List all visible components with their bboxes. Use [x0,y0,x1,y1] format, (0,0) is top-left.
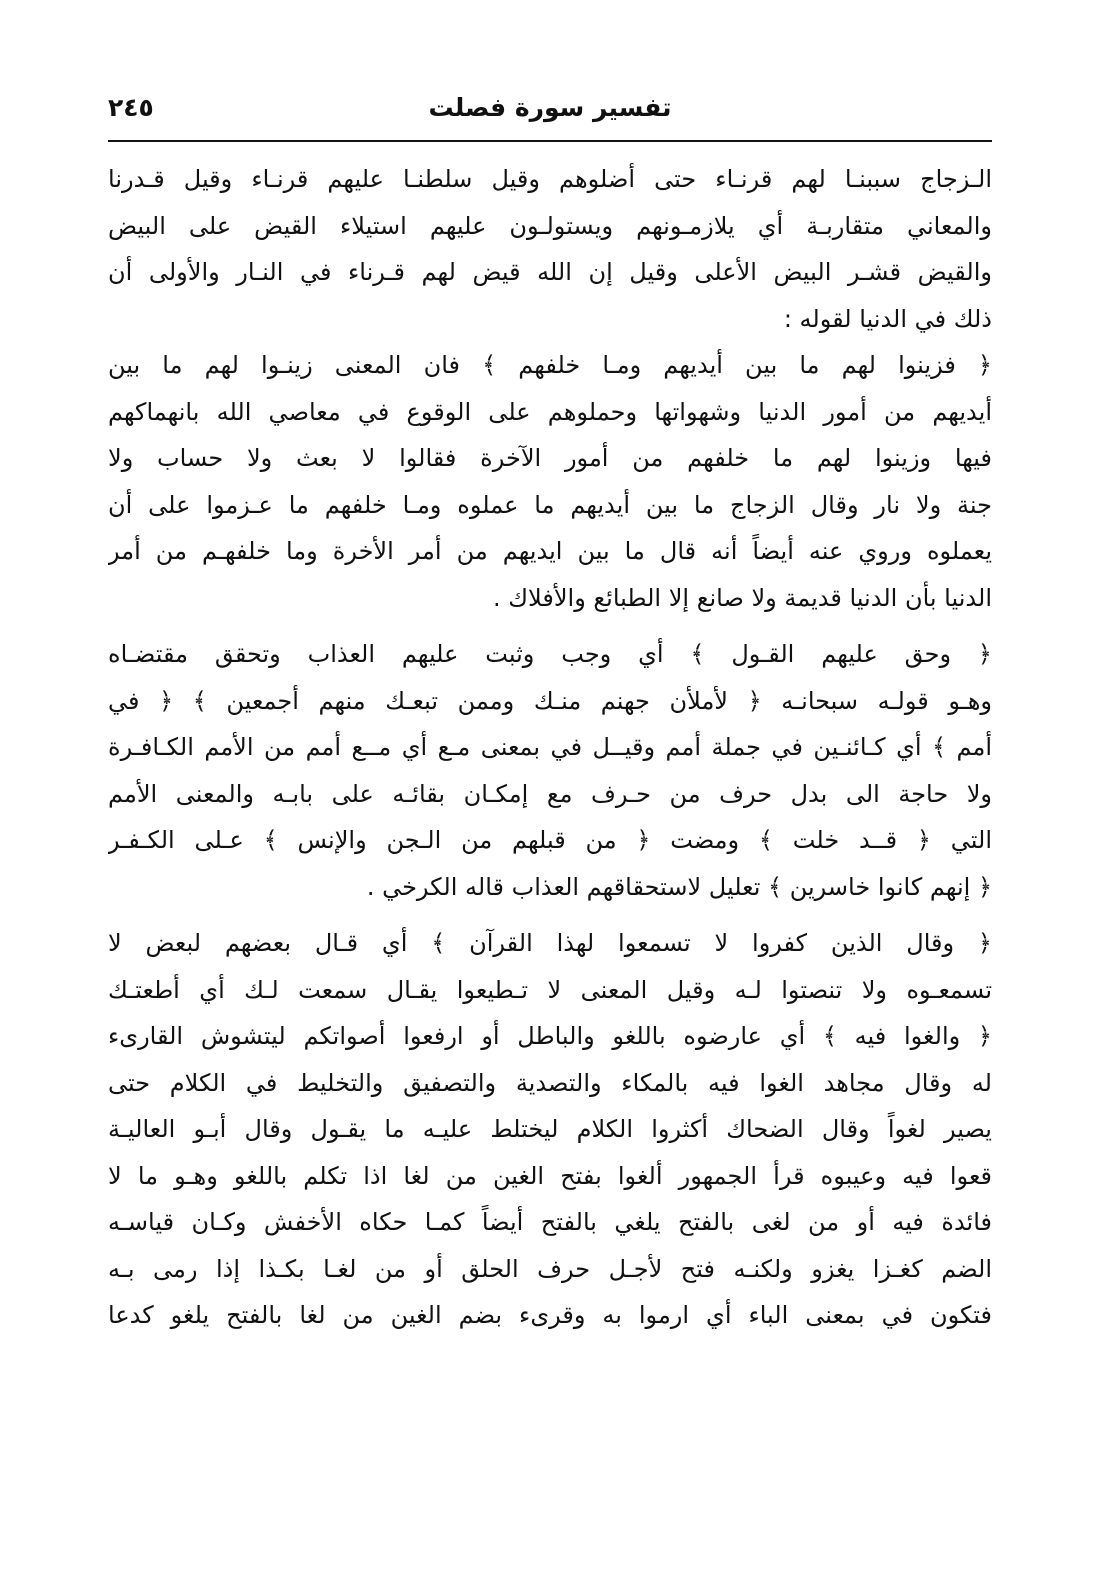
text-line: وهـو قولـه سبحانـه ﴿ لأملأن جهنم منـك وممن تبعـك منهم أجمعين ﴾ ﴿ في [108,686,992,715]
text-line: جنة ولا نار وقال الزجاج ما بين أيديهم ما عملوه ومـا خلفهم ما عـزموا على أن [108,490,992,519]
paragraph [108,156,992,342]
text-line: والمعاني متقاربـة أي يلازمـونهم ويستولـون عليهم استيلاء القيض على البيض [108,211,992,240]
paragraph [108,920,992,1339]
text-line: يصير لغواً وقال الضحاك أكثروا الكلام ليختلط عليـه ما يقـول وقال أبـو العاليـة [108,1115,992,1143]
page-number: ٢٤٥ [108,93,154,122]
text-line: أيديهم من أمور الدنيا وشهواتها وحملوهم على الوقوع في معاصي الله بانهماكهم [108,397,992,426]
chapter-title: تفسير سورة فصلت [428,93,672,122]
text-line: ﴿ فزينوا لهم ما بين أيديهم ومـا خلفهم ﴾ فان المعنى زينـوا لهم ما بين [108,351,992,379]
text-line: أمم ﴾ أي كـائنـين في جملة أمم وقيــل في بمعنى مـع أي مــع أمم من الأمم الكـافـرة [108,733,992,761]
text-line: قعوا فيه وعيبوه قرأ الجمهور ألغوا بفتح الغين من لغا اذا تكلم باللغو وهـو ما لا [108,1161,992,1190]
text-line: الضم كغـزا يغزو ولكنـه فتح لأجـل حرف الحلق أو من لغـا بكـذا إذا رمى بـه [108,1254,992,1283]
paragraph-gap [108,910,992,920]
text-line: والقيض قشـر البيض الأعلى وقيل إن الله قيض لهم قـرناء في النـار والأولى أن [108,258,992,286]
text-line: ﴿ وحق عليهم القـول ﴾ أي وجب وثبت عليهم العذاب وتحقق مقتضـاه [108,640,992,668]
text-line: ﴿ وقال الذين كفروا لا تسمعوا لهذا القرآن ﴾ أي قـال بعضهم لبعض لا [108,929,992,957]
text-line: يعملوه وروي عنه أيضاً أنه قال ما بين ايديهم من أمر الأخرة وما خلفهـم من أمر [108,537,992,565]
book-page [108,80,992,1500]
text-line: التي ﴿ قــد خلت ﴾ ومضت ﴿ من قبلهم من الـجن والإنس ﴾ عـلى الكـفـر [108,826,992,854]
text-line: الدنيا بأن الدنيا قديمة ولا صانع إلا الطبائع والأفلاك . [493,583,992,612]
text-line: ﴿ إنهم كانوا خاسرين ﴾ تعليل لاستحقاقهم العذاب قاله الكرخي . [366,872,992,901]
paragraph [108,342,992,621]
text-line: فيها وزينوا لهم ما خلفهم من أمور الآخرة فقالوا لا بعث ولا حساب ولا [108,444,992,472]
text-line: فتكون في بمعنى الباء أي ارموا به وقرىء بضم الغين من لغا بالفتح يلغو كدعا [108,1301,992,1329]
text-line: ذلك في الدنيا لقوله : [783,304,992,333]
text-line: تسمعـوه ولا تنصتوا لـه وقيل المعنى لا تـطيعوا يقـال سمعت لـك أي أطعتـك [108,975,992,1004]
body-text [108,156,992,1339]
text-line: فائدة فيه أو من لغى بالفتح يلغي بالفتح أيضاً كمـا حكاه الأخفش وكـان قياسـه [108,1208,992,1236]
running-header [108,80,992,142]
text-line: ﴿ والغوا فيه ﴾ أي عارضوه باللغو والباطل أو ارفعوا أصواتكم ليتشوش القارىء [108,1022,992,1050]
text-line: الـزجاج سببنـا لهم قرنـاء حتى أضلوهم وقيل سلطنـا عليهم قرنـاء وقيل قـدرنا [108,165,992,193]
text-line: ولا حاجة الى بدل حرف من حـرف مع إمكـان بقائـه على بابـه والمعنى الأمم [108,779,992,808]
paragraph [108,631,992,910]
paragraph-gap [108,621,992,631]
text-line: له وقال مجاهد الغوا فيه بالمكاء والتصدية والتصفيق والتخليط في الكلام حتى [108,1068,992,1097]
